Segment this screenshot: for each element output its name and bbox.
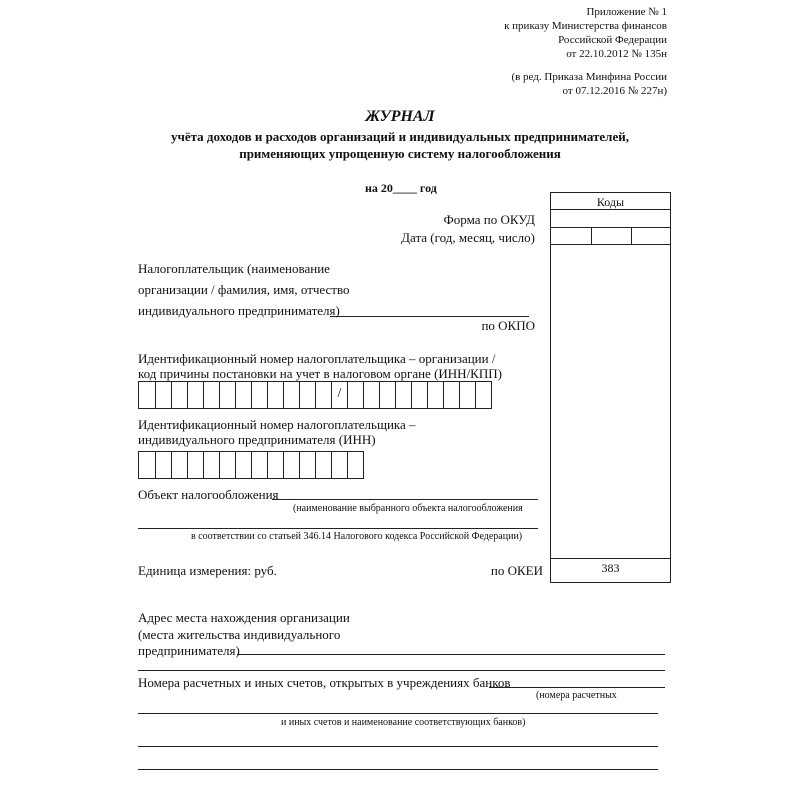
inn-org-cell[interactable] [219, 382, 235, 408]
inn-ip-cell[interactable] [315, 452, 331, 478]
inn-org-cell[interactable] [283, 382, 299, 408]
inn-ip-cell[interactable] [299, 452, 315, 478]
subtitle-line2: применяющих упрощенную систему налогообложения [239, 146, 561, 161]
kpp-cell[interactable] [459, 382, 475, 408]
taxpayer-label-line2: организации / фамилия, имя, отчество [138, 282, 350, 297]
inn-org-cell[interactable] [155, 382, 171, 408]
inn-kpp-label-line2: код причины постановки на учет в налоговом органе (ИНН/КПП) [138, 366, 502, 381]
inn-ip-cell[interactable] [347, 452, 363, 478]
kpp-cell[interactable] [379, 382, 395, 408]
address-label-line3: предпринимателя) [138, 643, 240, 658]
kpp-cell[interactable] [443, 382, 459, 408]
inn-ip-cell[interactable] [171, 452, 187, 478]
accounts-field-line2[interactable] [138, 713, 658, 714]
inn-ip-label-line1: Идентификационный номер налогоплательщика – [138, 417, 416, 432]
appendix-order: к приказу Министерства финансов [504, 20, 667, 32]
accounts-field-line3[interactable] [138, 746, 658, 747]
inn-org-cell[interactable] [267, 382, 283, 408]
accounts-hint2: и иных счетов и наименование соответствующих банков) [281, 717, 526, 728]
edition-note [511, 70, 667, 98]
okei-top-divider [550, 558, 671, 559]
object-hint2: в соответствии со статьей 346.14 Налогового кодекса Российской Федерации) [191, 531, 523, 542]
inn-ip-cell[interactable] [187, 452, 203, 478]
address-field-line2[interactable] [138, 670, 665, 671]
date-cell-divider-1 [591, 227, 592, 244]
inn-org-cell[interactable] [299, 382, 315, 408]
inn-ip-cell[interactable] [331, 452, 347, 478]
accounts-hint1: (номера расчетных [536, 690, 617, 701]
okpo-label: по ОКПО [481, 318, 535, 333]
kpp-cell[interactable] [363, 382, 379, 408]
inn-org-cell[interactable] [187, 382, 203, 408]
page-title: ЖУРНАЛ [365, 108, 435, 125]
okei-label: по ОКЕИ [490, 563, 543, 578]
inn-org-cell[interactable] [315, 382, 331, 408]
okei-value[interactable]: 383 [601, 561, 620, 575]
object-label: Объект налогообложения [138, 487, 279, 502]
kpp-cell[interactable] [475, 382, 491, 408]
address-label-line2: (места жительства индивидуального [138, 627, 341, 642]
codes-column [550, 192, 671, 583]
accounts-label: Номера расчетных и иных счетов, открытых в учреждениях банков [138, 675, 511, 690]
inn-kpp-separator: / [331, 382, 347, 408]
appendix-number: Приложение № 1 [586, 6, 667, 18]
codes-header-divider [550, 209, 671, 210]
okud-label: Форма по ОКУД [443, 212, 535, 227]
date-label: Дата (год, месяц, число) [401, 230, 535, 245]
kpp-cell[interactable] [347, 382, 363, 408]
date-divider [550, 244, 671, 245]
inn-ip-cell[interactable] [235, 452, 251, 478]
taxpayer-label-line1: Налогоплательщик (наименование [138, 261, 330, 276]
okud-divider [550, 227, 671, 228]
kpp-cell[interactable] [395, 382, 411, 408]
year-line: на 20____ год [365, 181, 437, 195]
edition-line1: (в ред. Приказа Минфина России [511, 71, 667, 83]
inn-ip-cell[interactable] [267, 452, 283, 478]
taxpayer-name-field[interactable] [330, 316, 529, 317]
inn-org-cell[interactable] [251, 382, 267, 408]
address-field[interactable] [237, 654, 665, 655]
inn-ip-cell[interactable] [203, 452, 219, 478]
kpp-cell[interactable] [411, 382, 427, 408]
accounts-field[interactable] [489, 687, 665, 688]
inn-org-cells[interactable] [138, 381, 492, 409]
object-field[interactable] [272, 499, 538, 500]
inn-org-cell[interactable] [139, 382, 155, 408]
inn-ip-cell[interactable] [251, 452, 267, 478]
taxpayer-label-line3: индивидуального предпринимателя) [138, 303, 340, 318]
inn-ip-cells[interactable] [138, 451, 364, 479]
inn-ip-cell[interactable] [155, 452, 171, 478]
kpp-cell[interactable] [427, 382, 443, 408]
inn-kpp-label-line1: Идентификационный номер налогоплательщика – организации / [138, 351, 496, 366]
codes-header: Коды [596, 195, 625, 209]
date-cell-divider-2 [631, 227, 632, 244]
inn-org-cell[interactable] [171, 382, 187, 408]
object-hint1: (наименование выбранного объекта налогообложения [293, 503, 523, 514]
object-field-line2[interactable] [138, 528, 538, 529]
unit-label: Единица измерения: руб. [138, 563, 277, 578]
subtitle-line1: учёта доходов и расходов организаций и индивидуальных предпринимателей, [171, 129, 629, 144]
edition-line2: от 07.12.2016 № 227н) [562, 85, 667, 97]
inn-ip-cell[interactable] [283, 452, 299, 478]
inn-ip-cell[interactable] [139, 452, 155, 478]
inn-ip-label-line2: индивидуального предпринимателя (ИНН) [138, 432, 376, 447]
inn-ip-cell[interactable] [219, 452, 235, 478]
appendix-header [504, 5, 667, 61]
appendix-federation: Российской Федерации [558, 34, 667, 46]
inn-org-cell[interactable] [203, 382, 219, 408]
address-label-line1: Адрес места нахождения организации [138, 610, 350, 625]
accounts-field-line4[interactable] [138, 769, 658, 770]
appendix-date: от 22.10.2012 № 135н [566, 48, 667, 60]
inn-org-cell[interactable] [235, 382, 251, 408]
